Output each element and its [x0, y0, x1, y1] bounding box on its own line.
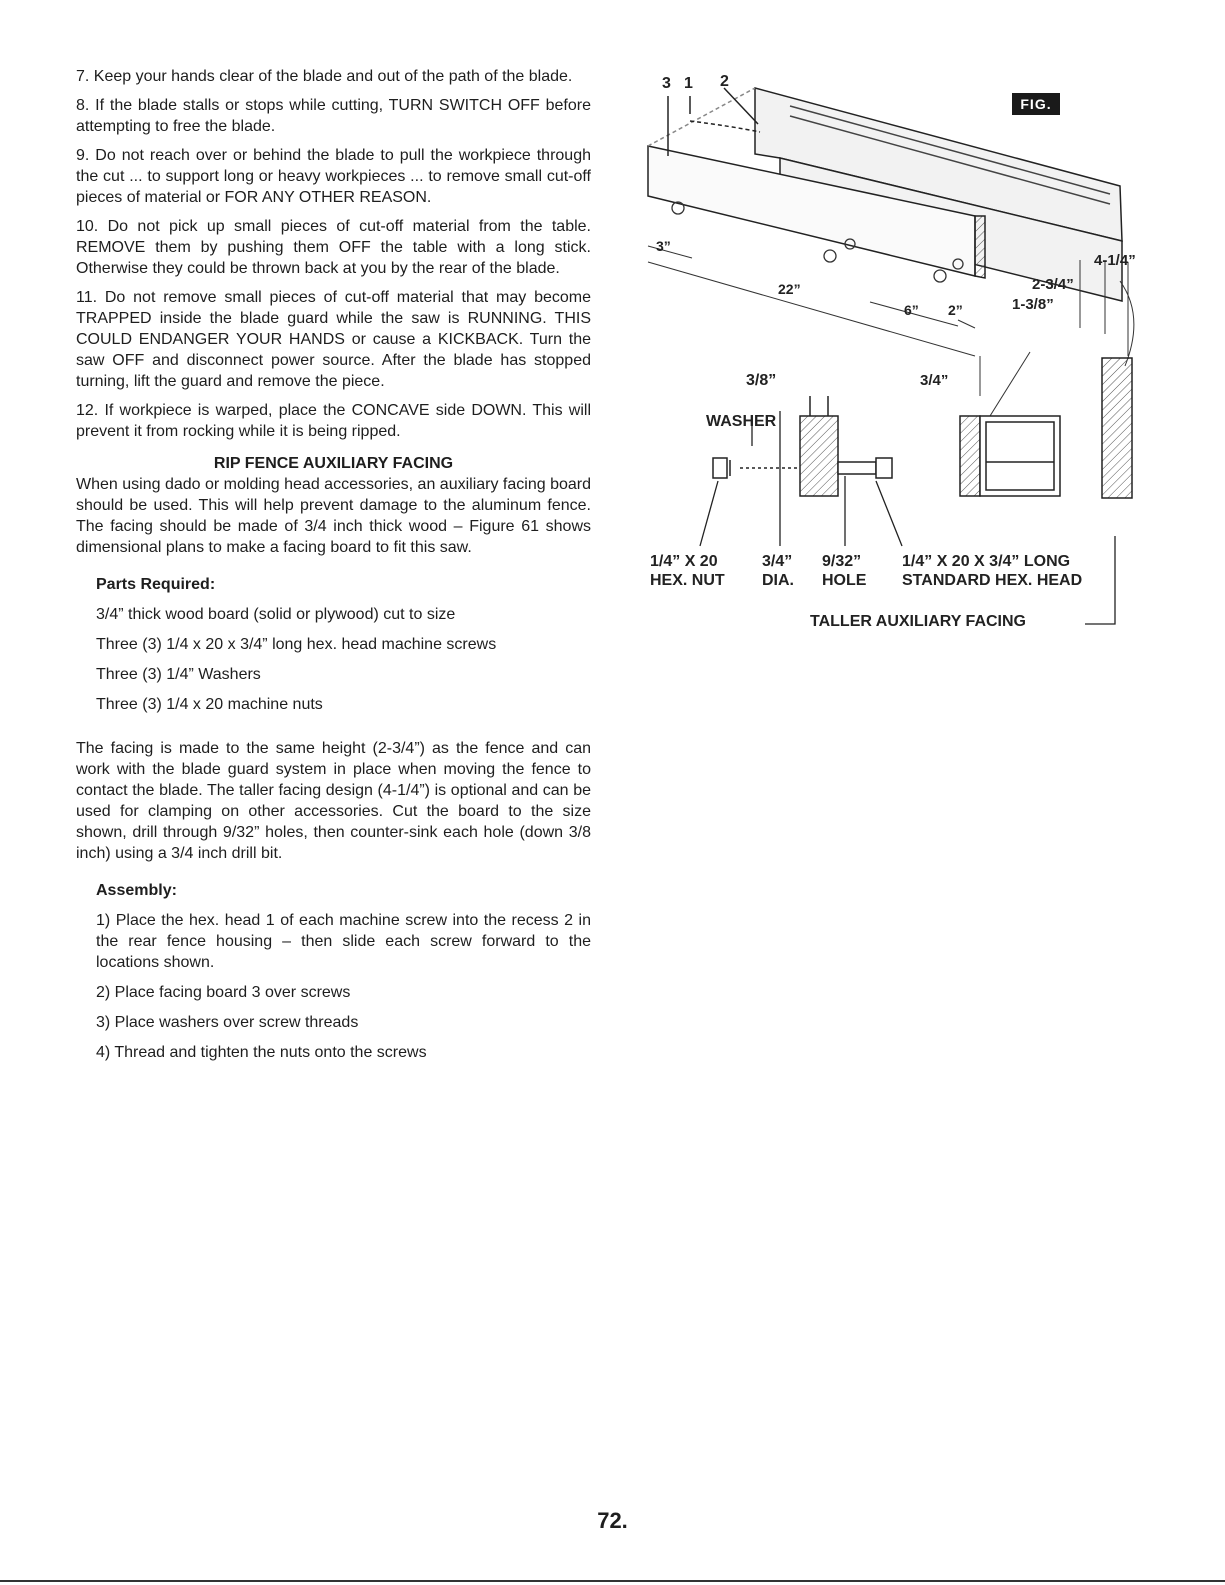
callout-2: 2	[720, 73, 729, 90]
figure-badge: FIG. 61	[1012, 93, 1060, 115]
parts-heading: Parts Required:	[96, 576, 216, 593]
list-item: 3/4” thick wood board (solid or plywood) cut to size	[96, 606, 456, 623]
paragraph-12: 12. If workpiece is warped, place the CONCAVE side DOWN. This will prevent it from rocking while it is being ripped.	[76, 402, 591, 440]
list-item: 1) Place the hex. head 1 of each machine screw into the recess 2 in the rear fence housing – then slide each screw forward to the locations shown.	[96, 912, 591, 971]
list-item: Three (3) 1/4” Washers	[96, 666, 261, 683]
paragraph-7: 7. Keep your hands clear of the blade and out of the path of the blade.	[76, 68, 573, 85]
dimension-3-8: 3/8”	[746, 372, 777, 389]
callout-1: 1	[684, 75, 693, 92]
dimension-2-3-4: 2-3/4”	[1032, 276, 1074, 293]
nut-label: 1/4” X 20 HEX. NUT	[650, 553, 725, 589]
dimension-22in: 22”	[778, 281, 801, 297]
left-column	[76, 66, 591, 1072]
intro-paragraph: When using dado or molding head accessories, an auxiliary facing board should be used. This will help prevent damage to the aluminum fence. The facing should be made of 3/4 inch thick wood – Figure 61 shows dimensional plans to make a facing board to fit this saw.	[76, 476, 591, 556]
dimension-3-4: 3/4”	[920, 372, 949, 389]
callout-3: 3	[662, 75, 671, 92]
dimension-3in: 3”	[656, 238, 671, 254]
section-heading: RIP FENCE AUXILIARY FACING	[213, 455, 454, 472]
facing-paragraph: The facing is made to the same height (2-3/4”) as the fence and can work with the blade guard system in place when moving the fence to contact the blade. The taller facing design (4-1/4”) is optional and can be used for clamping on other accessories. Cut the board to the size shown, drill through 9/32” holes, then counter-sink each hole (down 3/8 inch) using a 3/4 inch drill bit.	[76, 740, 591, 862]
figure-61	[640, 66, 1160, 646]
dimension-4-1-4: 4-1/4”	[1094, 252, 1136, 269]
assembly-heading: Assembly:	[96, 882, 177, 899]
list-item: Three (3) 1/4 x 20 x 3/4” long hex. head machine screws	[96, 636, 497, 653]
parts-list	[96, 604, 591, 715]
screw-label: 1/4” X 20 X 3/4” LONG STANDARD HEX. HEAD	[902, 553, 1083, 589]
list-item: 3) Place washers over screw threads	[96, 1014, 359, 1031]
paragraph-8: 8. If the blade stalls or stops while cutting, TURN SWITCH OFF before attempting to free the blade.	[76, 97, 591, 135]
paragraph-11: 11. Do not remove small pieces of cut-off material that may become TRAPPED inside the blade guard while the saw is RUNNING. THIS COULD ENDANGER YOUR HANDS or cause a KICKBACK. Turn the saw OFF and disconnect power source. After the blade has stopped turning, lift the guard and remove the piece.	[76, 289, 591, 390]
taller-facing-label: TALLER AUXILIARY FACING	[810, 613, 1026, 630]
list-item: 4) Thread and tighten the nuts onto the screws	[96, 1044, 427, 1061]
list-item: 2) Place facing board 3 over screws	[96, 984, 351, 1001]
page-number: 72.	[597, 1508, 628, 1533]
paragraph-10: 10. Do not pick up small pieces of cut-off material from the table. REMOVE them by pushing them OFF the table with a long stick. Otherwise they could be thrown back at you by the rear of the blade.	[76, 218, 591, 277]
dimension-6in: 6”	[904, 302, 919, 318]
hole-label: 9/32” HOLE	[822, 553, 867, 589]
dimension-1-3-8: 1-3/8”	[1012, 296, 1054, 313]
washer-label: WASHER	[706, 413, 777, 430]
assembly-list	[96, 910, 591, 1063]
bottom-rule	[0, 1580, 1225, 1582]
dimension-2in: 2”	[948, 302, 963, 318]
list-item: Three (3) 1/4 x 20 machine nuts	[96, 696, 323, 713]
fence-extrusion-section	[960, 358, 1132, 498]
section-detail	[713, 396, 892, 496]
paragraph-9: 9. Do not reach over or behind the blade to pull the workpiece through the cut ... to support long or heavy workpieces ... to remove small cut-off pieces of material or FOR ANY OTHER REASON.	[76, 147, 591, 206]
callout-leaders	[668, 88, 760, 156]
diameter-label: 3/4” DIA.	[762, 553, 794, 589]
